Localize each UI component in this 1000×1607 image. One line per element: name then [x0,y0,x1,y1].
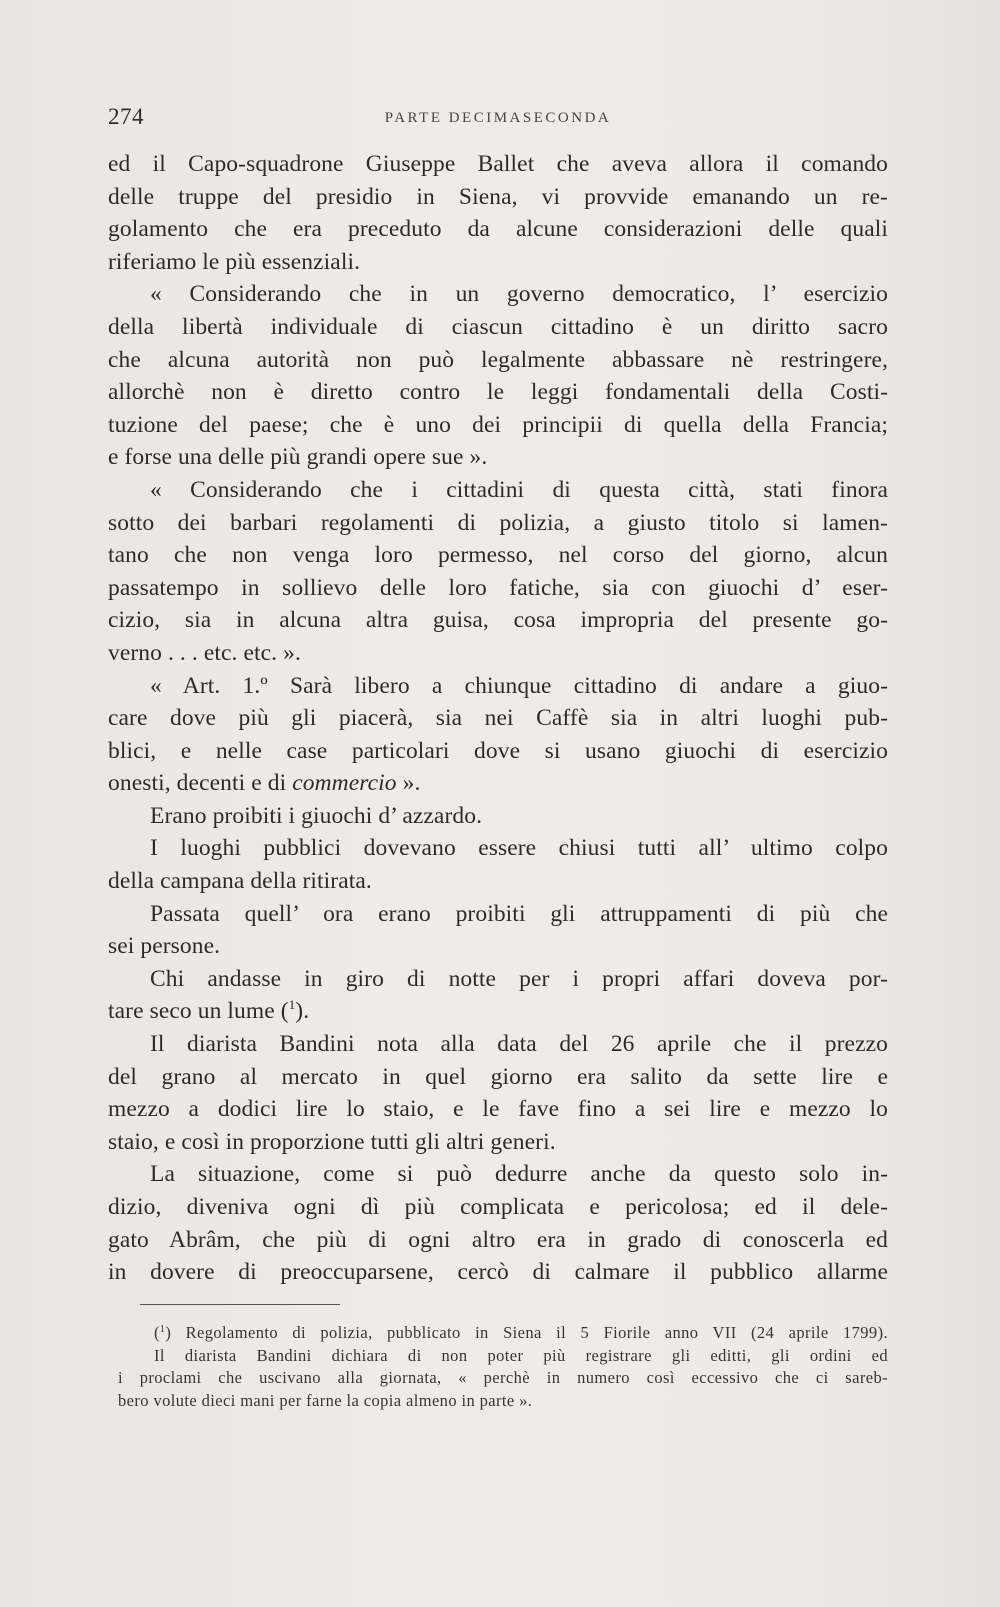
text-line: « Considerando che i cittadini di questa città, stati finora [150,476,888,503]
text-line: del grano al mercato in quel giorno era salito da sette lire e [108,1063,888,1090]
text-line: care dove più gli piacerà, sia nei Caffè sia in altri luoghi pub- [108,705,888,732]
footnote-line: Il diarista Bandini dichiara di non poter più registrare gli editti, gli ordini ed [154,1345,888,1365]
footnote-line: i proclami che uscivano alla giornata, « perchè in numero così eccessivo che ci sareb- [118,1368,888,1388]
text-line: I luoghi pubblici dovevano essere chiusi tutti all’ ultimo colpo [150,835,888,862]
text-line: golamento che era preceduto da alcune considerazioni delle quali [108,216,888,243]
text-line: La situazione, come si può dedurre anche da questo solo in- [150,1161,888,1188]
footnote-line: bero volute dieci mani per farne la copia almeno in parte ». [118,1391,533,1411]
text-line: blici, e nelle case particolari dove si usano giuochi di esercizio [108,737,888,764]
footnote-marker: 1 [159,1324,166,1335]
text-line: verno . . . etc. etc. ». [108,639,301,666]
italic-word: commercio [292,770,397,797]
text-line [108,767,888,800]
text-line: sotto dei barbari regolamenti di polizia, a giusto titolo si lamen- [108,509,888,536]
text-line: e forse una delle più grandi opere sue ». [108,444,488,471]
text-line: « Considerando che in un governo democratico, l’ esercizio [150,281,888,308]
text-line: riferiamo le più essenziali. [108,248,361,275]
text-line: cizio, sia in alcuna altra guisa, cosa impropria del presente go- [108,607,888,634]
text-line: che alcuna autorità non può legalmente abbassare nè restringere, [108,346,888,373]
text-line: delle truppe del presidio in Siena, vi provvide emanando un re- [108,183,888,210]
page-header [108,104,888,134]
body-text [108,148,888,1289]
text-line-start: tare seco un lume ( [108,998,289,1025]
text-line: dizio, diveniva ogni dì più complicata e pericolosa; ed il dele- [108,1194,888,1220]
text-line: « Art. 1.º Sarà libero a chiunque cittadino di andare a giuo- [150,672,888,699]
text-line [108,995,888,1028]
footnote-divider [140,1304,340,1305]
running-title: PARTE DECIMASECONDA [384,110,612,126]
text-line: allorchè non è diretto contro le leggi fondamentali della Costi- [108,379,888,406]
page-number: 274 [108,104,144,129]
text-line-start: onesti, decenti e di [108,770,287,797]
text-line: Il diarista Bandini nota alla data del 26 aprile che il prezzo [150,1031,888,1058]
text-line: tuzione del paese; che è uno dei principii di quella della Francia; [108,411,888,438]
text-line: in dovere di preoccuparsene, cercò di calmare il pubblico allarme [108,1259,888,1286]
text-line: Passata quell’ ora erano proibiti gli attruppamenti di più che [150,900,888,927]
text-line: gato Abrâm, che più di ogni altro era in grado di conoscerla ed [108,1226,888,1253]
text-line: tano che non venga loro permesso, nel corso del giorno, alcun [108,542,888,569]
footnote-text: ) Regolamento di polizia, pubblicato in Siena il 5 Fiorile anno VII (24 aprile 1799). [165,1323,888,1342]
text-line: mezzo a dodici lire lo staio, e le fave fino a sei lire e mezzo lo [108,1096,888,1123]
footnote-ref: 1 [288,997,296,1013]
text-line: ed il Capo-squadrone Giuseppe Ballet che aveva allora il comando [108,151,888,177]
footnote-ref-close: ). [295,998,310,1025]
footnote-line: ($^1$) Regolamento di polizia, pubblicato in Siena il 5 Fiorile anno VII (24 aprile 1799). [154,1323,888,1342]
quote-close: ». [396,770,421,797]
footnotes [118,1322,888,1413]
text-line: Erano proibiti i giuochi d’ azzardo. [150,802,483,829]
text-line: passatempo in sollievo delle loro fatiche, sia con giuochi d’ eser- [108,574,888,601]
text-line: sei persone. [108,933,221,960]
text-line: staio, e così in proporzione tutti gli altri generi. [108,1128,556,1155]
text-line: della campana della ritirata. [108,868,372,895]
text-line: Chi andasse in giro di notte per i propri affari doveva por- [150,965,888,992]
text-line: della libertà individuale di ciascun cittadino è un diritto sacro [108,313,888,340]
